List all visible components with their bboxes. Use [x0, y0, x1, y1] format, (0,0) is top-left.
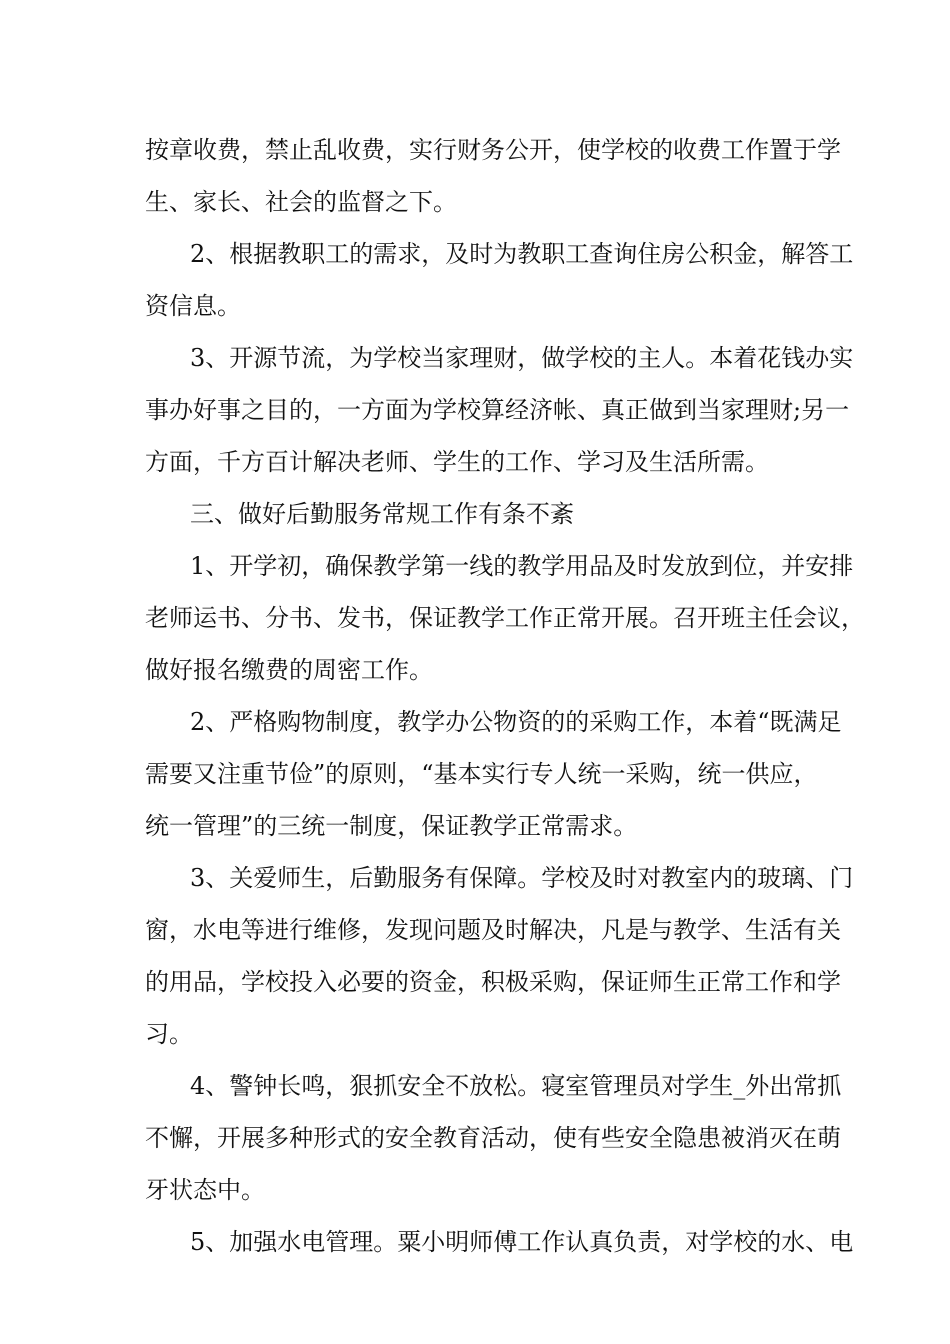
text-line: 5、加强水电管理。粟小明师傅工作认真负责，对学校的水、电 — [190, 1228, 854, 1256]
text-line: 窗，水电等进行维修，发现问题及时解决，凡是与教学、生活有关 — [145, 916, 841, 944]
text-line: 需要又注重节俭”的原则，“基本实行专人统一采购，统一供应， — [145, 760, 818, 788]
text-line: 方面，千方百计解决老师、学生的工作、学习及生活所需。 — [145, 448, 769, 476]
text-line: 生、家长、社会的监督之下。 — [145, 188, 457, 216]
text-line: 不懈，开展多种形式的安全教育活动，使有些安全隐患被消灭在萌 — [145, 1124, 841, 1152]
text-line: 资信息。 — [145, 292, 241, 320]
text-line: 2、根据教职工的需求，及时为教职工查询住房公积金，解答工 — [190, 240, 854, 268]
text-line: 按章收费，禁止乱收费，实行财务公开，使学校的收费工作置于学 — [145, 136, 841, 164]
text-line: 3、开源节流，为学校当家理财，做学校的主人。本着花钱办实 — [190, 344, 854, 372]
text-line: 牙状态中。 — [145, 1176, 265, 1204]
text-line: 统一管理”的三统一制度，保证教学正常需求。 — [145, 812, 638, 840]
text-line: 老师运书、分书、发书，保证教学工作正常开展。召开班主任会议， — [145, 604, 865, 632]
text-line: 做好报名缴费的周密工作。 — [145, 656, 433, 684]
section-heading: 三、做好后勤服务常规工作有条不紊 — [190, 500, 574, 528]
text-line: 2、严格购物制度，教学办公物资的的采购工作，本着“既满足 — [190, 708, 842, 736]
text-line: 3、关爱师生，后勤服务有保障。学校及时对教室内的玻璃、门 — [190, 864, 854, 892]
text-line: 1、开学初，确保教学第一线的教学用品及时发放到位，并安排 — [190, 552, 854, 580]
text-line: 事办好事之目的，一方面为学校算经济帐、真正做到当家理财;另一 — [145, 396, 850, 424]
text-line: 的用品，学校投入必要的资金，积极采购，保证师生正常工作和学 — [145, 968, 841, 996]
text-line: 4、警钟长鸣，狠抓安全不放松。寝室管理员对学生_外出常抓 — [190, 1072, 842, 1100]
text-line: 习。 — [145, 1020, 193, 1048]
